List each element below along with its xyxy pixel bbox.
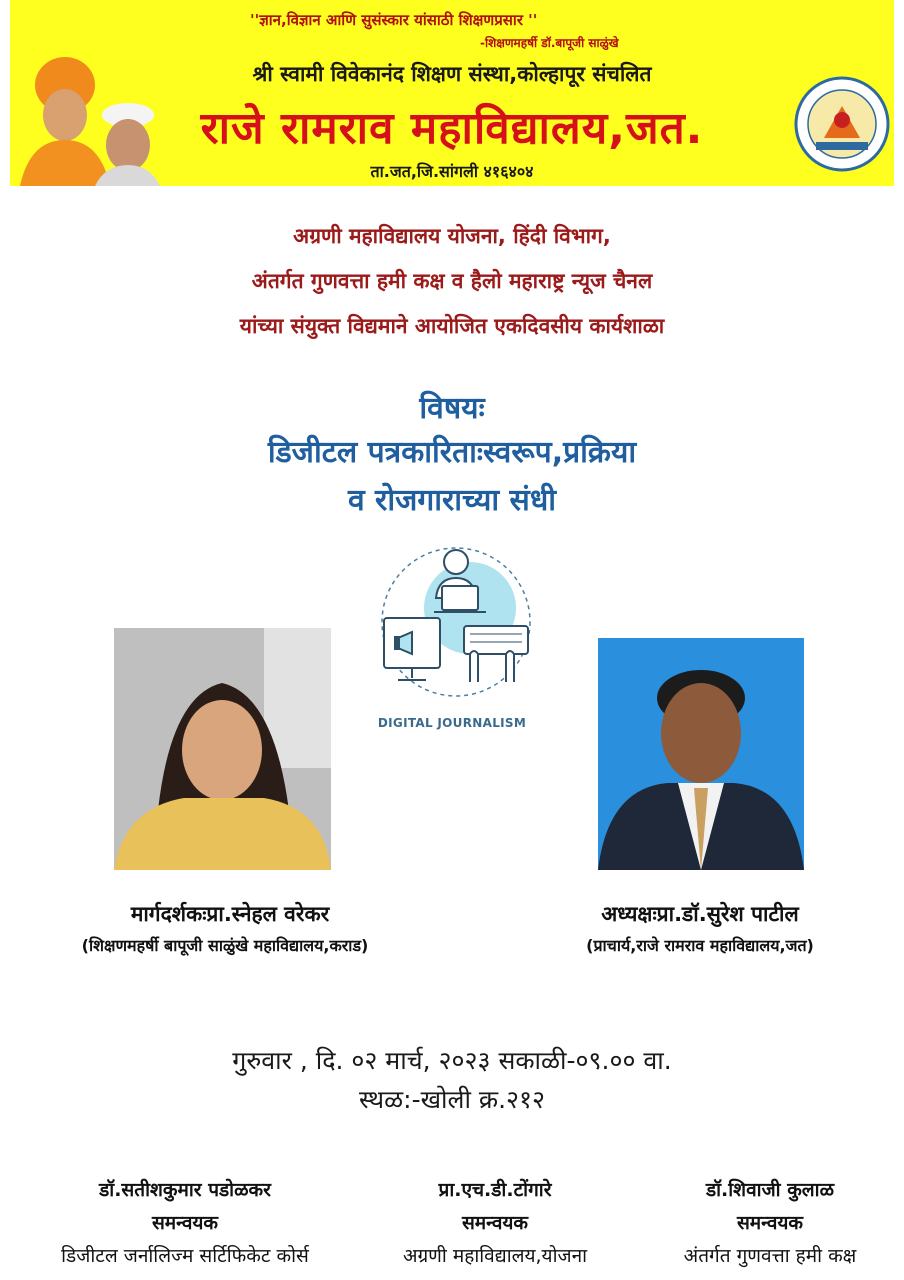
digital-journalism-icon [378, 542, 533, 702]
chair-name: अध्यक्षःप्रा.डॉ.सुरेश पाटील [601, 902, 799, 926]
motto-author: -शिक्षणमहर्षी डॉ.बापूजी साळुंखे [480, 36, 619, 50]
guide-affiliation: (शिक्षणमहर्षी बापूजी साळुंखे महाविद्यालय,कराड) [81, 936, 369, 955]
coordinator-3-dept: अंतर्गत गुणवत्ता हमी कक्ष [683, 1245, 857, 1267]
guide-name: मार्गदर्शकःप्रा.स्नेहल वरेकर [130, 902, 330, 926]
intro-line-2: अंतर्गत गुणवत्ता हमी कक्ष व हैलो महाराष्ट्र न्यूज चैनल [251, 269, 653, 293]
sanstha-name: श्री स्वामी विवेकानंद शिक्षण संस्था,कोल्हापूर संचलित [252, 62, 652, 86]
coordinator-2-role: समन्वयक [461, 1212, 529, 1234]
event-date-time: गुरुवार , दि. ०२ मार्च, २०२३ सकाळी-०९.०० वा. [232, 1046, 672, 1075]
college-name: राजे रामराव महाविद्यालय,जत. [200, 103, 704, 154]
topic-title-line-1: डिजीटल पत्रकारिताःस्वरूप,प्रक्रिया [267, 435, 637, 470]
motto: ''ज्ञान,विज्ञान आणि सुसंस्कार यांसाठी शिक्षणप्रसार '' [250, 11, 538, 29]
chair-photo [598, 638, 804, 870]
college-address: ता.जत,जि.सांगली ४१६४०४ [370, 162, 534, 181]
coordinator-3-name: डॉ.शिवाजी कुलाळ [705, 1179, 835, 1201]
guide-photo [114, 628, 331, 870]
coordinator-2-dept: अग्रणी महाविद्यालय,योजना [402, 1245, 588, 1267]
intro-line-3: यांच्या संयुक्त विद्यमाने आयोजित एकदिवसीय कार्यशाळा [239, 314, 665, 338]
coordinator-1-name: डॉ.सतीशकुमार पडोळकर [99, 1179, 271, 1201]
coordinator-3-role: समन्वयक [736, 1212, 804, 1234]
event-venue: स्थळ:-खोली क्र.२१२ [358, 1085, 546, 1114]
coordinator-1-role: समन्वयक [151, 1212, 219, 1234]
illustration-caption: DIGITAL JOURNALISM [377, 716, 527, 730]
topic-title-line-2: व रोजगाराच्या संधी [347, 483, 557, 518]
chair-affiliation: (प्राचार्य,राजे रामराव महाविद्यालय,जत) [586, 936, 814, 955]
coordinator-2-name: प्रा.एच.डी.टोंगारे [438, 1179, 552, 1201]
topic-label: विषयः [419, 391, 485, 426]
coordinator-1-dept: डिजीटल जर्नालिज्म सर्टिफिकेट कोर्स [61, 1245, 309, 1267]
intro-line-1: अग्रणी महाविद्यालय योजना, हिंदी विभाग, [293, 224, 611, 248]
